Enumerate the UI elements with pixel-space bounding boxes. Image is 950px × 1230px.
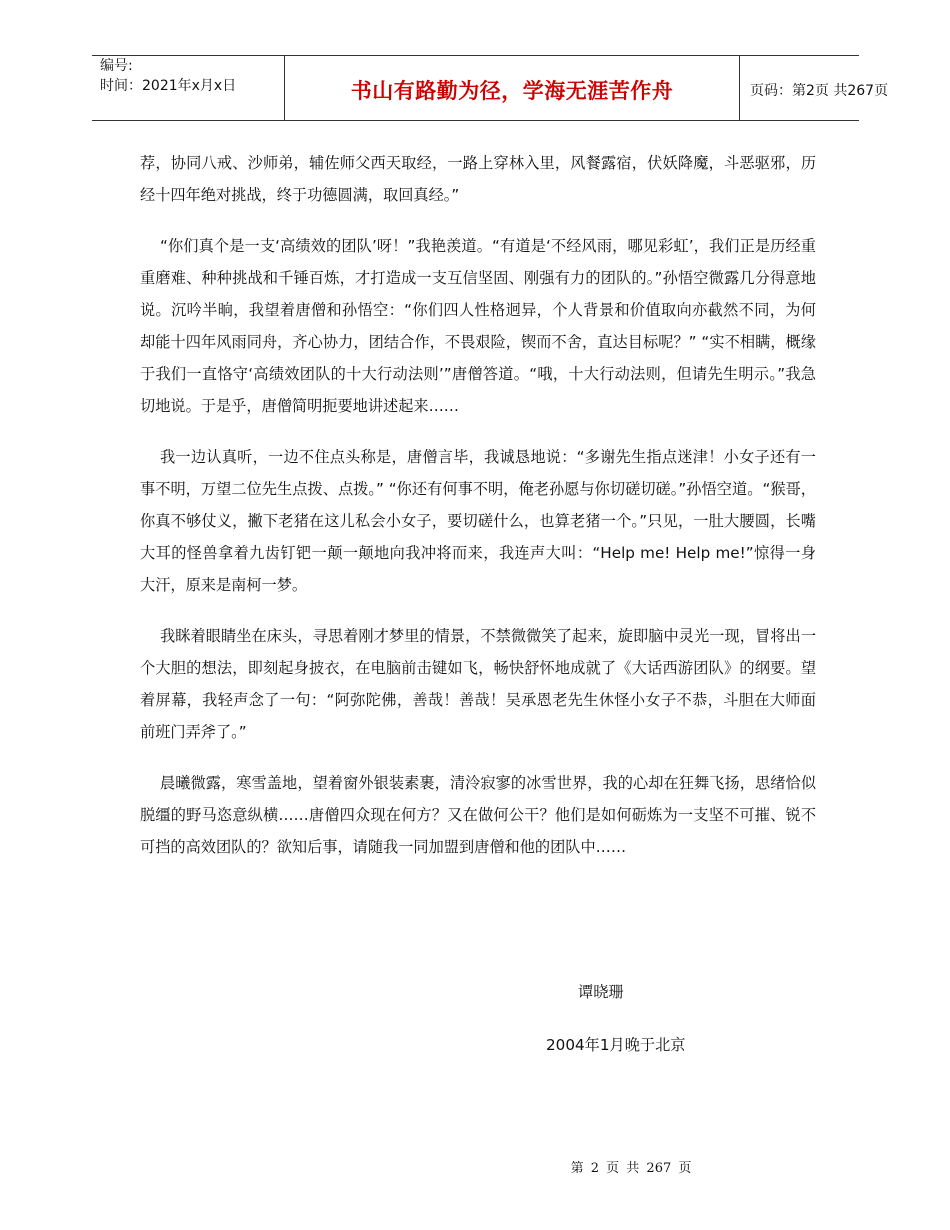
header-page-info: 页码：第2页 共267页 [750,83,889,99]
document-time-label: 时间：2021年x月x日 [100,78,237,94]
header-page-cell [740,56,889,120]
paragraph-2: “你们真个是一支‘高绩效的团队’呀！”我艳羡道。“有道是‘不经风雨，哪见彩虹’，我们正是历经重重磨难、种种挑战和千锤百炼，才打造成一支互信坚固、刚强有力的团队的。”孙悟空微露几分得意地说。沉吟半晌，我望着唐僧和孙悟空：“你们四人性格迥异，个人背景和价值取向亦截然不同，为何却能十四年风雨同舟，齐心协力，团结合作，不畏艰险，锲而不舍，直达目标呢？” “实不相瞒，概缘于我们一直恪守‘高绩效团队的十大行动法则’”唐僧答道。“哦，十大行动法则，但请先生明示。”我急切地说。于是乎，唐僧简明扼要地讲述起来…… [140,237,816,415]
paragraph-3: 我一边认真听，一边不住点头称是，唐僧言毕，我诚恳地说：“多谢先生指点迷津！小女子还有一事不明，万望二位先生点拨、点拨。” “你还有何事不明，俺老孙愿与你切磋切磋。”孙悟空道。“猴哥，你真不够仗义，撇下老猪在这儿私会小女子，要切磋什么，也算老猪一个。”只见，一肚大腰圆，长嘴大耳的怪兽拿着九齿钉钯一颠一颠地向我冲将而来，我连声大叫：“Help me! Help me!”惊得一身大汗，原来是南柯一梦。 [140,448,816,594]
header-motto: 书山有路勤为径，学海无涯苦作舟 [350,79,674,103]
document-number-label: 编号: [100,58,133,74]
signature-name: 谭晓珊 [578,983,624,1001]
header-motto-cell [284,56,740,120]
signature-date: 2004年1月晚于北京 [546,1036,686,1054]
page-footer: 第 2 页 共 267 页 [570,1161,692,1176]
header-meta-cell [92,56,284,120]
paragraph-5: 晨曦微露，寒雪盖地，望着窗外银装素裹，清泠寂寥的冰雪世界，我的心却在狂舞飞扬，思绪恰似脱缰的野马恣意纵横……唐僧四众现在何方？又在做何公干？他们是如何砺炼为一支坚不可摧、锐不可挡的高效团队的？欲知后事，请随我一同加盟到唐僧和他的团队中…… [140,774,816,856]
paragraph-4: 我眯着眼睛坐在床头，寻思着刚才梦里的情景，不禁微微笑了起来，旋即脑中灵光一现，冒将出一个大胆的想法，即刻起身披衣，在电脑前击键如飞，畅快舒怀地成就了《大话西游团队》的纲要。望着屏幕，我轻声念了一句：“阿弥陀佛，善哉！善哉！吴承恩老先生休怪小女子不恭，斗胆在大师面前班门弄斧了。” [140,627,816,741]
paragraph-1: 荐，协同八戒、沙师弟，辅佐师父西天取经，一路上穿林入里，风餐露宿，伏妖降魔，斗恶驱邪，历经十四年绝对挑战，终于功德圆满，取回真经。” [140,154,816,204]
document-body [140,147,816,882]
document-header [92,55,889,121]
